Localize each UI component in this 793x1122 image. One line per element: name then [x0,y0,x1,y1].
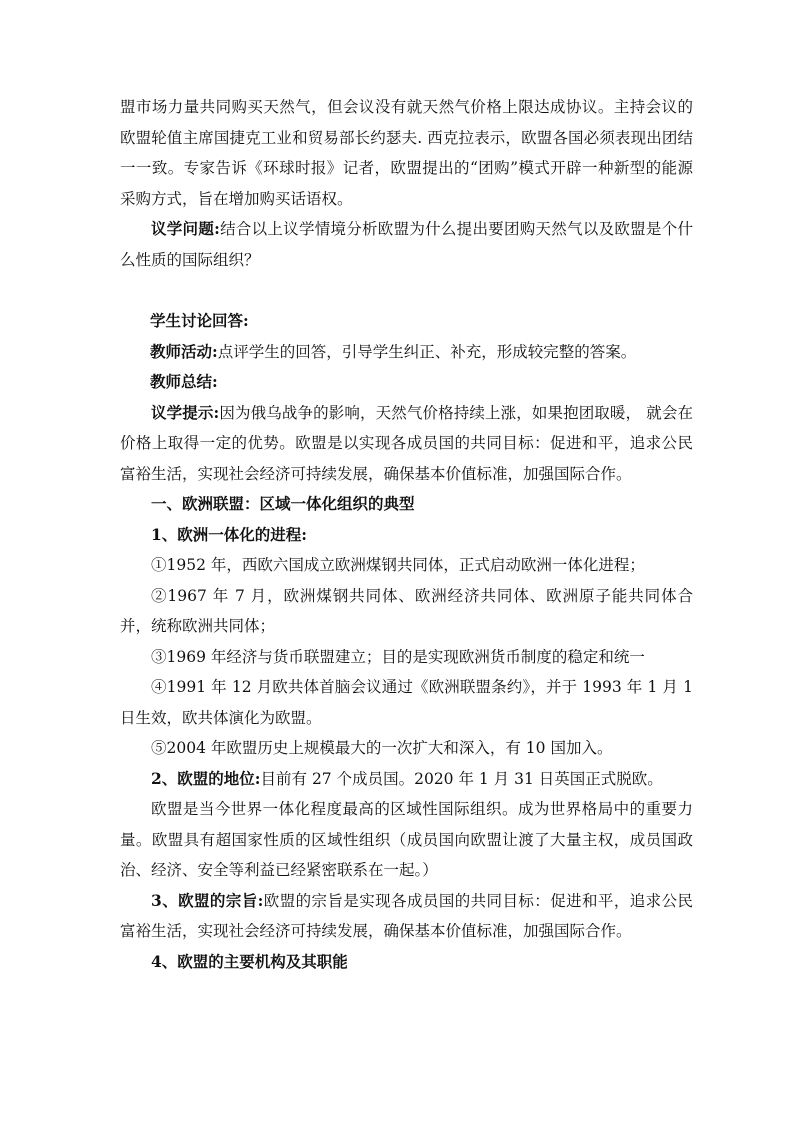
teacher-summary-line [120,367,693,398]
question-text: 结合以上议学情境分析欧盟为什么提出要团购天然气以及欧盟是个什么性质的国际组织？ [120,220,693,269]
section1-heading: 一、欧洲联盟：区域一体化组织的典型 [151,494,415,513]
hint-label: 议学提示: [151,402,220,422]
process-item: ③1969 年经济与货币联盟建立；目的是实现欧洲货币制度的稳定和统一 [151,647,645,666]
status-body-paragraph: 欧盟是当今世界一体化程度最高的区域性国际组织。成为世界格局中的重要力量。欧盟具有超国家性质的区域性组织（成员国向欧盟让渡了大量主权，成员国政治、经济、安全等利益已经紧密联系在一起。） [120,800,693,879]
teacher-summary-label: 教师总结: [150,372,218,391]
process-item: ②1967 年 7 月，欧洲煤钢共同体、欧洲经济共同体、欧洲原子能共同体合并，统称欧洲共同体； [120,586,693,635]
intro-paragraph: 盟市场力量共同购买天然气，但会议没有就天然气价格上限达成协议。主持会议的欧盟轮值主席国捷克工业和贸易部长约瑟夫. 西克拉表示，欧盟各国必须表现出团结一一致。专家告诉《环球时报》记者，欧盟提出的“团购”模式开辟一种新型的能源采购方式，旨在增加购买话语权。 [120,98,693,208]
organs-heading: 4、欧盟的主要机构及其职能 [151,951,348,971]
status-text: 目前有 27 个成员国。2020 年 1 月 31 日英国正式脱欧。 [260,769,663,788]
student-label: 学生讨论回答: [150,311,249,330]
hint-text: 因为俄乌战争的影响，天然气价格持续上涨，如果抱团取暖， 就会在价格上取得一定的优势。欧盟是以实现各成员国的共同目标：促进和平，追求公民富裕生活，实现社会经济可持续发展，确保基本价值标准，加强国际合作。 [120,403,693,483]
purpose-paragraph [120,886,693,947]
question-paragraph [120,214,693,275]
process-heading: 1、欧洲一体化的进程: [151,524,308,544]
hint-paragraph [120,398,693,490]
status-heading: 2、欧盟的地位: [151,768,261,788]
teacher-activity-paragraph [120,337,693,368]
purpose-heading: 3、欧盟的宗旨: [151,890,264,910]
process-item: ⑤2004 年欧盟历史上规模最大的一次扩大和深入，有 10 国加入。 [151,739,613,757]
question-label: 议学问题: [151,219,220,238]
process-item: ①1952 年，西欧六国成立欧洲煤钢共同体，正式启动欧洲一体化进程； [151,556,645,574]
process-item: ④1991 年 12 月欧共体首脑会议通过《欧洲联盟条约》，并于 1993 年 1 月 1 日生效，欧共体演化为欧盟。 [120,678,693,727]
status-paragraph [120,764,693,795]
purpose-text: 欧盟的宗旨是实现各成员国的共同目标：促进和平，追求公民富裕生活，实现社会经济可持续发展，确保基本价值标准，加强国际合作。 [120,891,693,940]
blank-line [120,275,693,306]
teacher-activity-text: 点评学生的回答，引导学生纠正、补充，形成较完整的答案。 [217,342,637,361]
student-answer-line [120,306,693,337]
teacher-activity-label: 教师活动: [150,341,218,361]
